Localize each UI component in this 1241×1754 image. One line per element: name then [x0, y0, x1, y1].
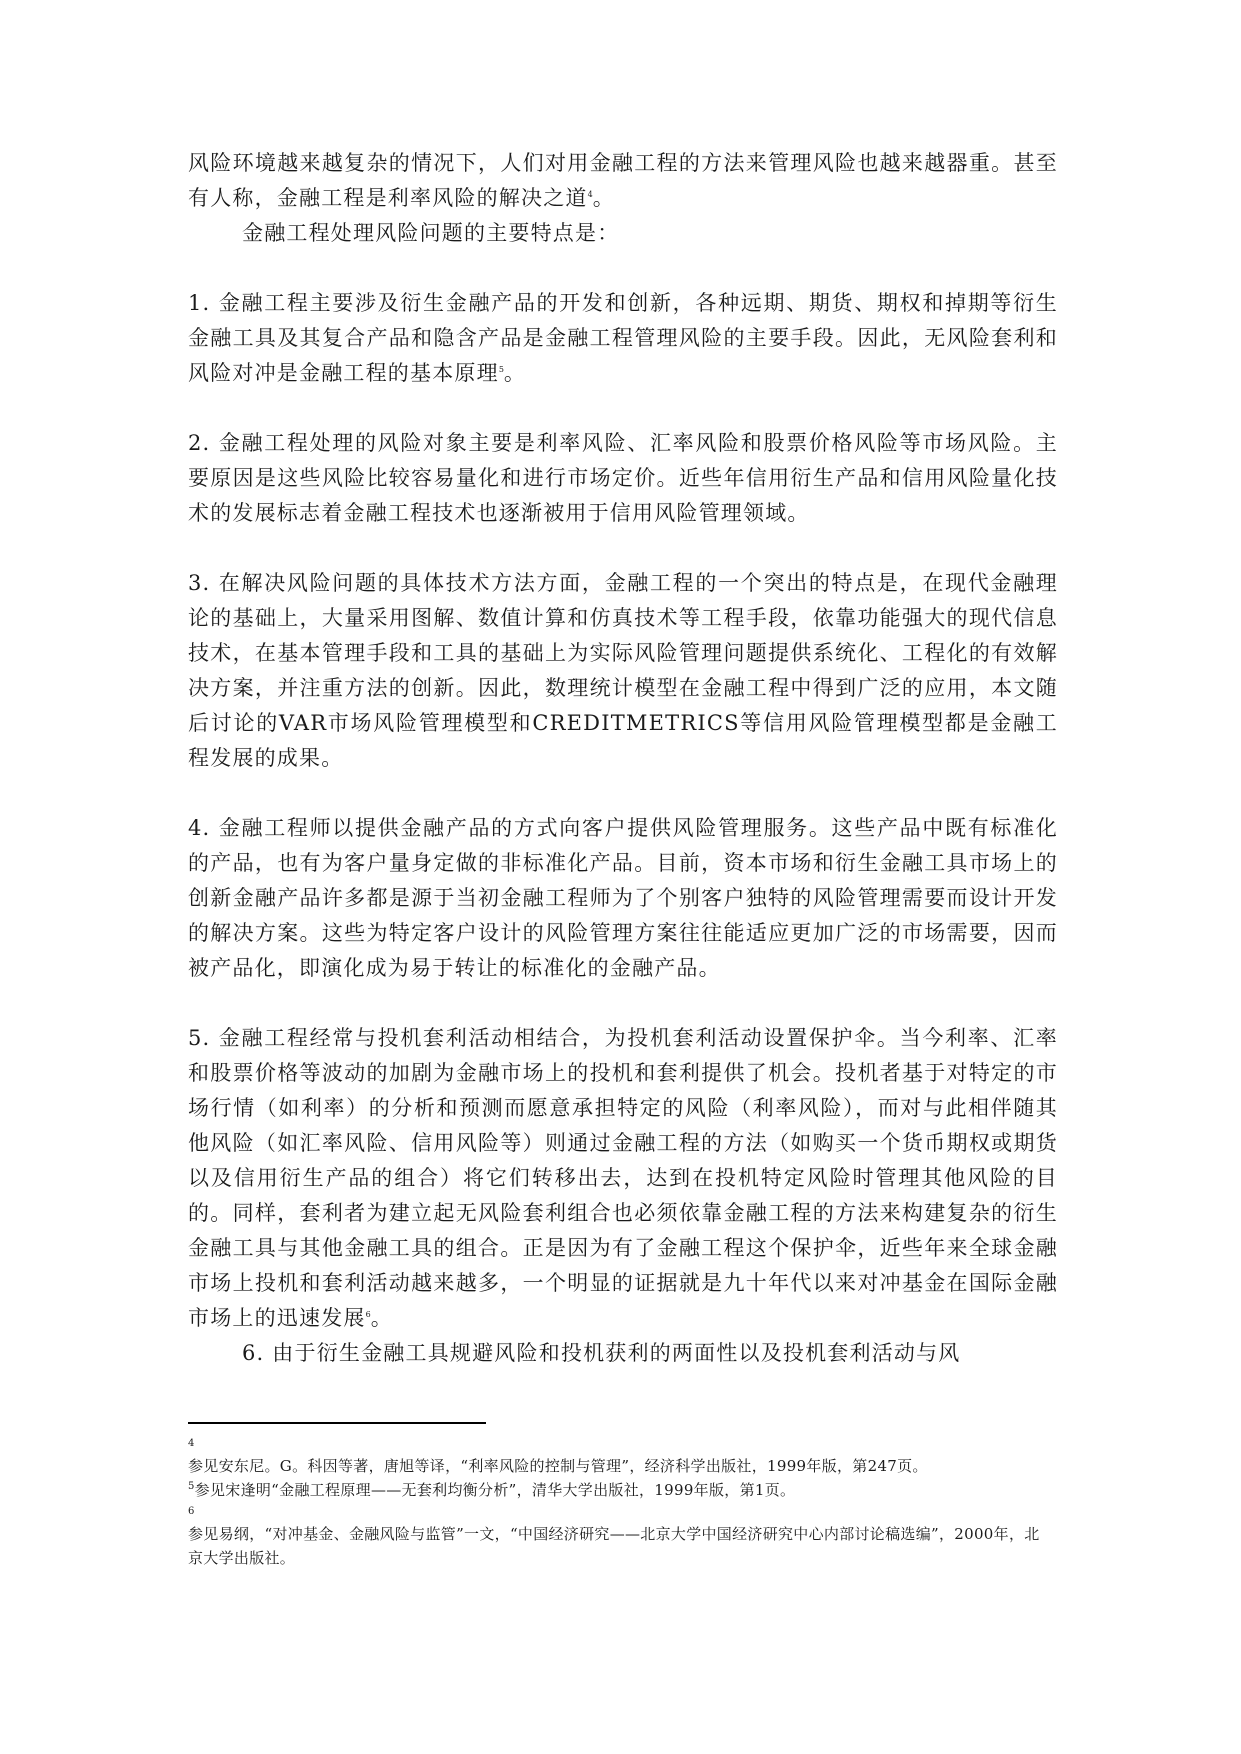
footnote-ref-4[interactable]: 4	[587, 190, 593, 199]
footnote-5	[188, 1478, 1053, 1502]
feature-5-text: 5. 金融工程经常与投机套利活动相结合，为投机套利活动设置保护伞。当今利率、汇率和股票价格等波动的加剧为金融市场上的投机和套利提供了机会。投机者基于对特定的市场行情（如利率）的分析和预测而愿意承担特定的风险（利率风险），而对与此相伴随其他风险（如汇率风险、信用风险等）则通过金融工程的方法（如购买一个货币期权或期货以及信用衍生产品的组合）将它们转移出去，达到在投机特定风险时管理其他风险的目的。同样，套利者为建立起无风险套利组合也必须依靠金融工程的方法来构建复杂的衍生金融工具与其他金融工具的组合。正是因为有了金融工程这个保护伞，近些年来全球金融市场上投机和套利活动越来越多，一个明显的证据就是九十年代以来对冲基金在国际金融市场上的迅速发展	[188, 1026, 1058, 1330]
intro-paragraph	[188, 146, 1058, 216]
footnote-6-number: 6	[188, 1506, 195, 1517]
footnotes	[188, 1434, 1053, 1570]
body-text	[188, 146, 1058, 1371]
footnote-5-number: 5	[188, 1481, 195, 1492]
footnote-6-text: 参见易纲，“对冲基金、金融风险与监管”一文，“中国经济研究——北京大学中国经济研究中心内部讨论稿选编”，2000年，北京大学出版社。	[188, 1525, 1040, 1567]
footnote-5-text: 参见宋逢明“金融工程原理——无套利均衡分析”，清华大学出版社，1999年版，第1页。	[194, 1481, 796, 1499]
feature-3-paragraph: 3. 在解决风险问题的具体技术方法方面，金融工程的一个突出的特点是，在现代金融理论的基础上，大量采用图解、数值计算和仿真技术等工程手段，依靠功能强大的现代信息技术，在基本管理手段和工具的基础上为实际风险管理问题提供系统化、工程化的有效解决方案，并注重方法的创新。因此，数理统计模型在金融工程中得到广泛的应用，本文随后讨论的VAR市场风险管理模型和CREDITMETRICS等信用风险管理模型都是金融工程发展的成果。	[188, 571, 1058, 770]
lead-paragraph: 金融工程处理风险问题的主要特点是：	[242, 221, 620, 245]
paragraph-gap	[188, 986, 1058, 1021]
footnote-ref-6[interactable]: 6	[365, 1310, 371, 1319]
feature-1-text: 1. 金融工程主要涉及衍生金融产品的开发和创新，各种远期、期货、期权和掉期等衍生金融工具及其复合产品和隐含产品是金融工程管理风险的主要手段。因此，无风险套利和风险对冲是金融工程的基本原理	[188, 291, 1058, 385]
paragraph-gap	[188, 776, 1058, 811]
feature-4-paragraph: 4. 金融工程师以提供金融产品的方式向客户提供风险管理服务。这些产品中既有标准化的产品，也有为客户量身定做的非标准化产品。目前，资本市场和衍生金融工具市场上的创新金融产品许多都是源于当初金融工程师为了个别客户独特的风险管理需要而设计开发的解决方案。这些为特定客户设计的风险管理方案往往能适应更加广泛的市场需要，因而被产品化，即演化成为易于转让的标准化的金融产品。	[188, 816, 1058, 980]
footnote-separator	[188, 1422, 486, 1424]
paragraph-gap	[188, 391, 1058, 426]
paragraph-gap	[188, 531, 1058, 566]
feature-2-paragraph: 2. 金融工程处理的风险对象主要是利率风险、汇率风险和股票价格风险等市场风险。主要原因是这些风险比较容易量化和进行市场定价。近些年信用衍生产品和信用风险量化技术的发展标志着金融工程技术也逐渐被用于信用风险管理领域。	[188, 431, 1058, 525]
feature-5-end: 。	[370, 1306, 393, 1330]
feature-1-paragraph	[188, 286, 1058, 391]
intro-end: 。	[592, 186, 615, 210]
feature-5-paragraph	[188, 1021, 1058, 1336]
footnote-4-text: 参见安东尼。G。科因等著，唐旭等译，“利率风险的控制与管理”，经济科学出版社，1999年版，第247页。	[188, 1457, 928, 1475]
footnote-ref-5[interactable]: 5	[498, 365, 504, 374]
paragraph-gap	[188, 251, 1058, 286]
intro-text: 风险环境越来越复杂的情况下，人们对用金融工程的方法来管理风险也越来越器重。甚至有人称，金融工程是利率风险的解决之道	[188, 151, 1058, 210]
footnote-4-number: 4	[188, 1438, 195, 1449]
feature-6-paragraph: 6. 由于衍生金融工具规避风险和投机获利的两面性以及投机套利活动与风	[242, 1341, 961, 1365]
feature-1-end: 。	[503, 361, 527, 385]
